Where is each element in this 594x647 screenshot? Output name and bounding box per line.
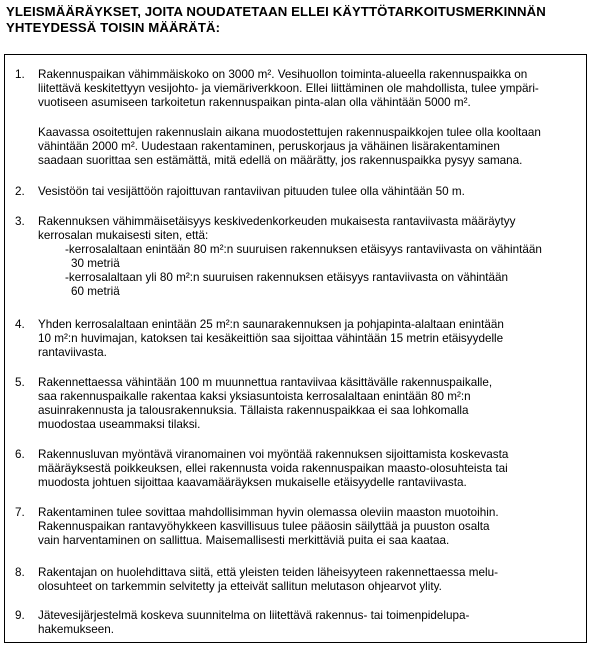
item-number: 8. (15, 566, 25, 579)
regulations-frame (4, 54, 587, 643)
item-number: 3. (15, 215, 25, 228)
item-number: 2. (15, 185, 25, 198)
item-5-text: Rakennettaessa vähintään 100 m muunnettua rantaviivaa käsittävälle rakennuspaikalle, saa rakennuspaikalle rakentaa kaksi yksiasuntoista kerrosalaltaan enintään 80 m²:n asuinrakennusta ja talousrakennuksia. Tällaista rakennuspaikkaa ei saa lohkomalla muodostaa useammaksi tilaksi. (38, 376, 493, 431)
item-number: 6. (15, 448, 25, 461)
item-3-sub-2: -kerrosalaltaan yli 80 m²:n suuruisen rakennuksen etäisyys rantaviivasta on vähintään 60 metriä (65, 271, 509, 298)
item-1-paragraph-2: Kaavassa osoitettujen rakennuslain aikana muodostettujen rakennuspaikkojen tulee olla kooltaan vähintään 2000 m². Uudestaan rakentaminen, peruskorjaus ja vähäinen lisärakentaminen saadaan suorittaa sen estämättä, mitä edellä on määrätty, jos rakennuspaikka pysyy samana. (38, 126, 541, 167)
item-2-text: Vesistöön tai vesijättöön rajoittuvan rantaviivan pituuden tulee olla vähintään 50 m. (38, 185, 465, 198)
document-title (6, 4, 590, 36)
item-number: 7. (15, 506, 25, 519)
item-9-text: Jätevesijärjestelmä koskeva suunnitelma on liitettävä rakennus- tai toimenpidelupa- hakemukseen. (38, 609, 470, 636)
item-8-text: Rakentajan on huolehdittava siitä, että yleisten teiden läheisyyteen rakennettaessa melu- olosuhteet on tarkemmin selvitetty ja etteivät sallitun melutason ohjearvot ylity. (38, 566, 498, 593)
item-number: 1. (15, 68, 25, 81)
item-3-text: Rakennuksen vähimmäisetäisyys keskivedenkorkeuden mukaisesta rantaviivasta määräytyy kerrosalan mukaisesti siten, että: (38, 215, 516, 242)
item-number: 5. (15, 376, 25, 389)
item-number: 9. (15, 609, 25, 622)
item-3-sub-1: -kerrosalaltaan enintään 80 m²:n suuruisen rakennuksen etäisyys rantaviivasta on vähintään 30 metriä (65, 243, 542, 270)
item-7-text: Rakentaminen tulee sovittaa mahdollisimman hyvin olemassa oleviin maaston muotoihin. Rakennuspaikan rantavyöhykkeen kasvillisuus tulee pääosin säilyttää ja puuston osalta vain harventaminen on sallittua. Maisemallisesti merkittäviä puita ei saa kaataa. (38, 506, 499, 547)
item-number: 4. (15, 318, 25, 331)
item-1-paragraph-1: Rakennuspaikan vähimmäiskoko on 3000 m². Vesihuollon toiminta-alueella rakennuspaikka on liitettävä keskitettyyn vesijohto- ja viemäriverkkoon. Ellei liittäminen ole mahdollista, tulee ympäri- vuotiseen asumiseen tarkoitetun rakennuspaikan pinta-alan olla vähintään 5000 m². (38, 68, 539, 109)
title-line-2: YHTEYDESSÄ TOISIN MÄÄRÄTÄ: (6, 20, 221, 35)
title-line-1: YLEISMÄÄRÄYKSET, JOITA NOUDATETAAN ELLEI KÄYTTÖTARKOITUSMERKINNÄN (6, 4, 546, 19)
item-4-text: Yhden kerrosalaltaan enintään 25 m²:n saunarakennuksen ja pohjapinta-alaltaan enintään 10 m²:n huvimajan, katoksen tai kesäkeittiön saa sijoittaa vähintään 15 metrin etäisyydelle rantaviivasta. (38, 318, 504, 359)
item-6-text: Rakennusluvan myöntävä viranomainen voi myöntää rakennuksen sijoittamista koskevasta määräyksestä poikkeuksen, ellei rakennusta voida rakennuspaikan maasto-olosuhteista tai muodosta johtuen sijoittaa kaavamääräyksen mukaiselle etäisyydelle rantaviivasta. (38, 448, 509, 489)
